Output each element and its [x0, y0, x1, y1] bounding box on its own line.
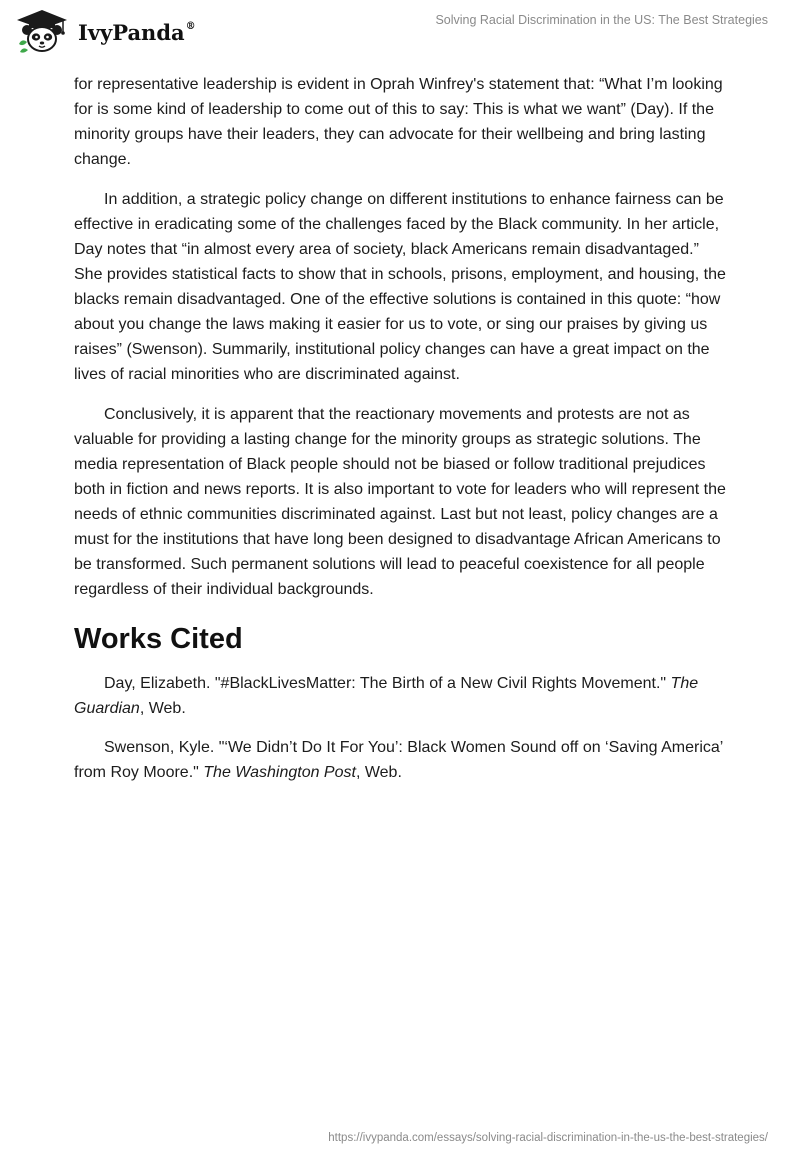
- citation-entry: [74, 735, 726, 785]
- panda-graduate-icon: [14, 8, 70, 54]
- ivypanda-logo[interactable]: [14, 8, 204, 58]
- citation-source: The Guardian: [74, 675, 699, 717]
- source-url[interactable]: https://ivypanda.com/essays/solving-racial-discrimination-in-the-us-the-best-strategies/: [328, 1132, 768, 1144]
- citation-source: The Washington Post: [203, 764, 356, 781]
- brand-name: IvyPanda®: [78, 20, 196, 45]
- essay-content: [74, 72, 726, 799]
- body-paragraph: In addition, a strategic policy change on different institutions to enhance fairness can be effective in eradicating some of the challenges faced by the Black community. In her article, Day notes that “in almost every area of society, black Americans remain disadvantaged.” She provides statistical facts to show that in schools, prisons, employment, and housing, the blacks remain disadvantaged. One of the effective solutions is contained in this quote: “how about you change the laws making it easier for us to vote, or sing our praises by giving us raises” (Swenson). Summarily, institutional policy changes can have a great impact on the lives of racial minorities who are discriminated against.: [74, 191, 726, 383]
- page-header: [0, 0, 800, 70]
- citation-text: Swenson, Kyle. "‘We Didn’t Do It For You’: Black Women Sound off on ‘Saving America’ from Roy Moore.": [74, 739, 723, 781]
- works-cited-heading: Works Cited: [74, 623, 243, 655]
- document-title: Solving Racial Discrimination in the US: The Best Strategies: [435, 13, 768, 27]
- body-paragraph: for representative leadership is evident in Oprah Winfrey's statement that: “What I’m looking for is some kind of leadership to come out of this to say: This is what we want” (Day). If the minority groups have their leaders, they can advocate for their wellbeing and bring lasting change.: [74, 76, 723, 168]
- citation-entry: [74, 671, 726, 721]
- citation-suffix: , Web.: [355, 764, 402, 781]
- body-paragraph: Conclusively, it is apparent that the reactionary movements and protests are not as valuable for providing a lasting change for the minority groups as strategic solutions. The media representation of Black people should not be biased or follow traditional prejudices both in fiction and news reports. It is also important to vote for leaders who will represent the needs of ethnic communities discriminated against. Last but not least, policy changes are a must for the institutions that have long been designed to disadvantage African Americans to be transformed. Such permanent solutions will lead to peaceful coexistence for all people regardless of their individual backgrounds.: [74, 406, 726, 598]
- citation-text: Day, Elizabeth. "#BlackLivesMatter: The Birth of a New Civil Rights Movement.": [104, 675, 671, 692]
- registered-mark: ®: [185, 21, 196, 32]
- citation-suffix: , Web.: [139, 700, 186, 717]
